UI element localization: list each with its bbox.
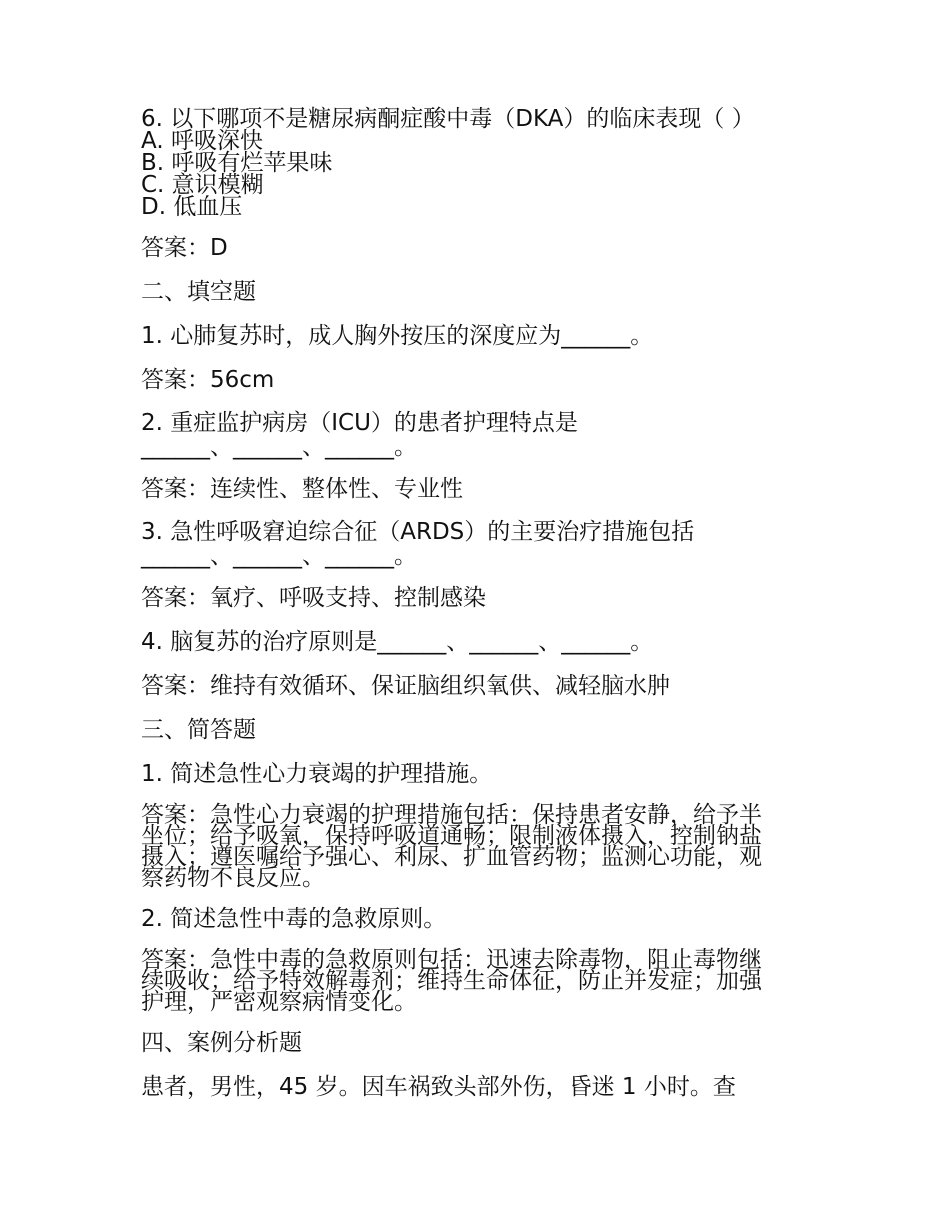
section-2-heading: 二、填空题	[141, 279, 256, 305]
option-c: C. 意识模糊	[141, 172, 264, 198]
question-6-stem: 6. 以下哪项不是糖尿病酮症酸中毒（DKA）的临床表现（ ）	[141, 106, 755, 132]
short-q1-answer-line: 察药物不良反应。	[141, 865, 325, 891]
short-q1-answer-line: 摄入；遵医嘱给予强心、利尿、扩血管药物；监测心功能，观	[141, 844, 762, 870]
fill-q4-answer: 答案：维持有效循环、保证脑组织氧供、减轻脑水肿	[141, 673, 670, 699]
question-6-answer: 答案：D	[141, 235, 228, 261]
option-d: D. 低血压	[141, 194, 243, 220]
fill-q1-answer: 答案：56cm	[141, 367, 275, 393]
case-text: 患者，男性，45 岁。因车祸致头部外伤，昏迷 1 小时。查	[141, 1074, 736, 1100]
fill-q4: 4. 脑复苏的治疗原则是______、______、______。	[141, 629, 654, 655]
short-q2-answer-line: 护理，严密观察病情变化。	[141, 989, 417, 1015]
fill-q2	[141, 411, 821, 459]
short-q1-answer	[141, 802, 821, 891]
fill-q3-line1: 3. 急性呼吸窘迫综合征（ARDS）的主要治疗措施包括	[141, 519, 695, 545]
fill-q2-blanks: ______、______、______。	[141, 434, 417, 460]
fill-q3	[141, 520, 821, 568]
section-4-heading: 四、案例分析题	[141, 1030, 302, 1056]
short-q2: 2. 简述急性中毒的急救原则。	[141, 906, 447, 932]
short-q1: 1. 简述急性心力衰竭的护理措施。	[141, 761, 493, 787]
fill-q1: 1. 心肺复苏时，成人胸外按压的深度应为______。	[141, 323, 654, 349]
short-q1-answer-line: 坐位；给予吸氧，保持呼吸道通畅；限制液体摄入，控制钠盐	[141, 823, 762, 849]
option-a: A. 呼吸深快	[141, 128, 263, 154]
section-3-heading: 三、简答题	[141, 717, 256, 743]
short-q1-answer-line: 答案：急性心力衰竭的护理措施包括：保持患者安静，给予半	[141, 802, 762, 828]
fill-q2-answer: 答案：连续性、整体性、专业性	[141, 476, 463, 502]
short-q2-answer-line: 答案：急性中毒的急救原则包括：迅速去除毒物，阻止毒物继	[141, 947, 762, 973]
option-b: B. 呼吸有烂苹果味	[141, 150, 333, 176]
question-6	[141, 108, 821, 218]
short-q2-answer	[141, 947, 821, 1015]
fill-q3-answer: 答案：氧疗、呼吸支持、控制感染	[141, 585, 486, 611]
short-q2-answer-line: 续吸收；给予特效解毒剂；维持生命体征，防止并发症；加强	[141, 968, 762, 994]
document-content	[141, 108, 821, 1118]
fill-q3-blanks: ______、______、______。	[141, 543, 417, 569]
fill-q2-line1: 2. 重症监护病房（ICU）的患者护理特点是	[141, 410, 578, 436]
